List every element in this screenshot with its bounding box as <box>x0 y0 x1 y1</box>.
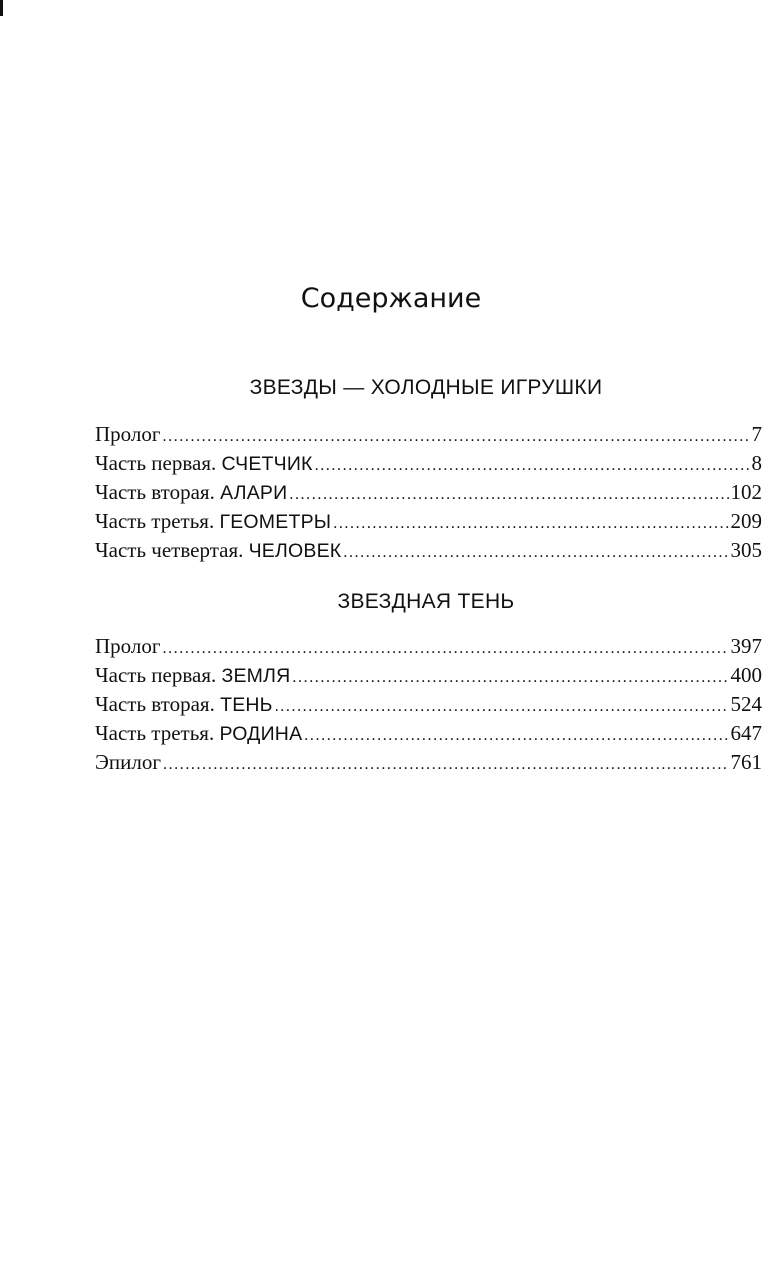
toc-page-number: 647 <box>730 721 762 745</box>
toc-entry-prologue[interactable] <box>95 420 762 449</box>
page-corner-mark <box>0 0 3 16</box>
toc-entry-part-one[interactable] <box>95 449 762 478</box>
toc-dot-leader <box>162 634 728 663</box>
toc-page-number: 397 <box>730 634 762 658</box>
toc-entry-label: Пролог <box>95 422 161 446</box>
toc-entry-part-four[interactable] <box>95 536 762 565</box>
section-title-stars-cold-toys: ЗВЕЗДЫ — ХОЛОДНЫЕ ИГРУШКИ <box>249 376 603 399</box>
toc-page-number: 102 <box>730 480 762 504</box>
toc-dot-leader <box>163 750 729 779</box>
toc-dot-leader <box>275 692 729 721</box>
toc-entry-label <box>95 478 287 508</box>
toc-part-title: РОДИНА <box>219 723 303 745</box>
toc-entry-part-two[interactable] <box>95 478 762 507</box>
toc-entry-label: Пролог <box>95 634 161 658</box>
toc-page-number: 524 <box>730 692 762 716</box>
toc-dot-leader <box>333 509 728 538</box>
toc-dot-leader <box>162 422 749 451</box>
toc-part-title: АЛАРИ <box>220 482 288 504</box>
toc-entry-part-three[interactable] <box>95 719 762 748</box>
toc-part-number: Часть первая. <box>95 663 217 687</box>
toc-dot-leader <box>343 538 728 567</box>
section-title-star-shadow: ЗВЕЗДНАЯ ТЕНЬ <box>337 590 515 613</box>
toc-entry-part-two[interactable] <box>95 690 762 719</box>
toc-part-number: Часть третья. <box>95 721 215 745</box>
toc-entry-epilogue[interactable] <box>95 748 762 777</box>
toc-dot-leader <box>289 480 728 509</box>
toc-entry-label <box>95 449 313 479</box>
toc-entry-label: Эпилог <box>95 750 161 774</box>
toc-entry-label <box>95 661 290 691</box>
toc-part-title: СЧЕТЧИК <box>221 453 313 475</box>
toc-entry-part-one[interactable] <box>95 661 762 690</box>
toc-entry-prologue[interactable] <box>95 632 762 661</box>
toc-part-number: Часть четвертая. <box>95 538 244 562</box>
toc-page-number: 305 <box>730 538 762 562</box>
toc-part-title: ЧЕЛОВЕК <box>248 540 342 562</box>
toc-entry-label <box>95 507 331 537</box>
toc-part-number: Часть третья. <box>95 509 215 533</box>
toc-part-number: Часть первая. <box>95 451 217 475</box>
toc-page-number: 761 <box>730 750 762 774</box>
toc-list-stars-cold-toys <box>95 420 762 565</box>
toc-dot-leader <box>315 451 750 480</box>
toc-list-star-shadow <box>95 632 762 777</box>
toc-part-title: ЗЕМЛЯ <box>221 665 291 687</box>
toc-page-number: 8 <box>751 451 762 475</box>
toc-part-title: ТЕНЬ <box>220 694 273 716</box>
toc-entry-label <box>95 690 273 720</box>
toc-dot-leader <box>292 663 728 692</box>
toc-page-number: 400 <box>730 663 762 687</box>
toc-entry-label <box>95 536 341 566</box>
toc-page-number: 7 <box>751 422 762 446</box>
toc-dot-leader <box>304 721 728 750</box>
toc-part-number: Часть вторая. <box>95 480 215 504</box>
toc-entry-label <box>95 719 302 749</box>
toc-entry-part-three[interactable] <box>95 507 762 536</box>
toc-part-title: ГЕОМЕТРЫ <box>219 511 332 533</box>
toc-page-number: 209 <box>730 509 762 533</box>
toc-part-number: Часть вторая. <box>95 692 215 716</box>
page-title: Содержание <box>300 283 482 314</box>
